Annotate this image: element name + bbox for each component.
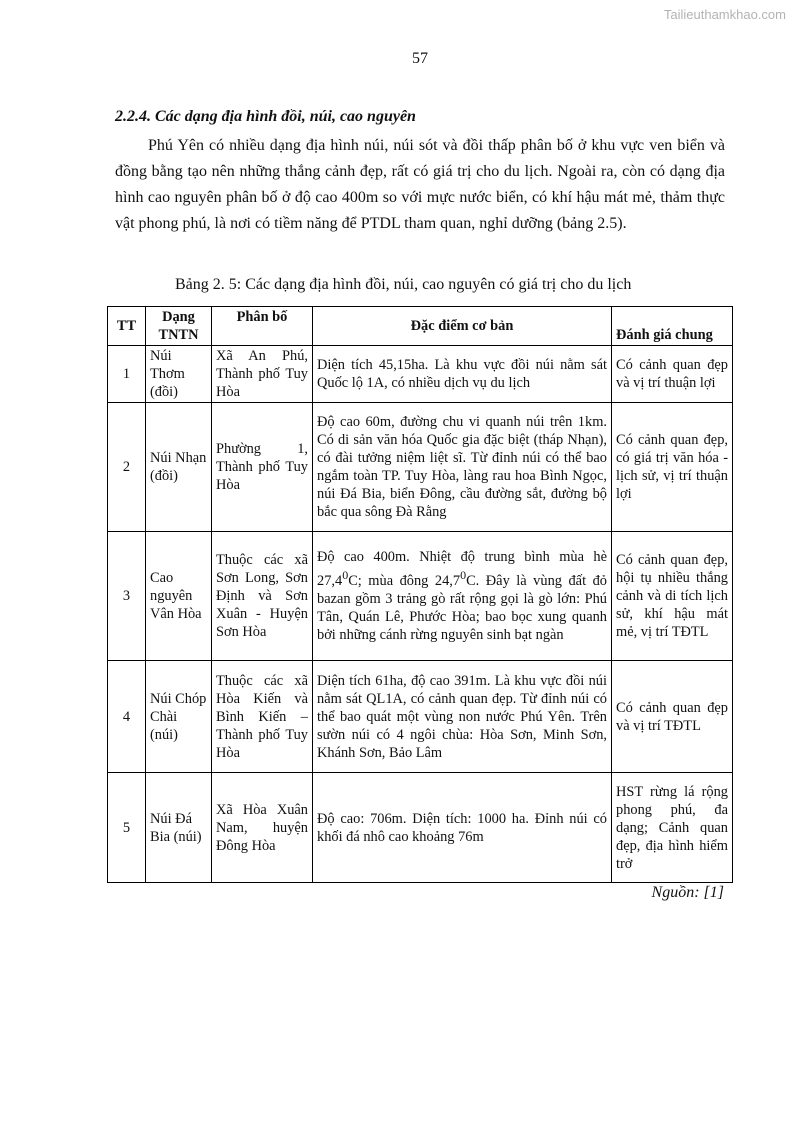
cell-dang: Núi Đá Bia (núi) xyxy=(146,773,212,883)
section-title: 2.2.4. Các dạng địa hình đồi, núi, cao nguyên xyxy=(115,108,416,125)
cell-dac-diem: Độ cao: 706m. Diện tích: 1000 ha. Đỉnh núi có khối đá nhô cao khoảng 76m xyxy=(313,773,612,883)
cell-danh-gia: Có cảnh quan đẹp và vị trí thuận lợi xyxy=(612,346,733,403)
cell-danh-gia: HST rừng lá rộng phong phú, đa dạng; Cảnh quan đẹp, địa hình hiểm trở xyxy=(612,773,733,883)
cell-dang: Núi Chóp Chài (núi) xyxy=(146,661,212,773)
data-table xyxy=(107,306,733,883)
cell-phan-bo: Xã Hòa Xuân Nam, huyện Đông Hòa xyxy=(212,773,313,883)
page-number: 57 xyxy=(412,50,428,67)
cell-tt: 5 xyxy=(108,773,146,883)
cell-dac-diem: Độ cao 60m, đường chu vi quanh núi trên 1km. Có di sản văn hóa Quốc gia đặc biệt (tháp Nhạn), có đài tưởng niệm liệt sĩ. Từ đỉnh núi có thể bao ngắm toàn TP. Tuy Hòa, làng rau hoa Bình Ngọc, núi Đá Bia, biển Đông, cầu đường sắt, đường bộ bắc qua sông Đà Rằng xyxy=(313,403,612,532)
table-row xyxy=(108,532,733,661)
table-header-row xyxy=(108,307,733,346)
cell-phan-bo: Thuộc các xã Hòa Kiến và Bình Kiến – Thành phố Tuy Hòa xyxy=(212,661,313,773)
cell-tt: 3 xyxy=(108,532,146,661)
header-dang: Dạng TNTN xyxy=(146,307,212,346)
table-row xyxy=(108,403,733,532)
table-row xyxy=(108,346,733,403)
cell-phan-bo: Phường 1, Thành phố Tuy Hòa xyxy=(212,403,313,532)
cell-danh-gia: Có cảnh quan đẹp, có giá trị văn hóa - lịch sử, vị trí thuận lợi xyxy=(612,403,733,532)
source-note: Nguồn: [1] xyxy=(651,884,724,901)
cell-dac-diem: Diện tích 45,15ha. Là khu vực đồi núi nằm sát Quốc lộ 1A, có nhiều dịch vụ du lịch xyxy=(313,346,612,403)
header-danh-gia: Đánh giá chung xyxy=(612,307,733,346)
table-caption: Bảng 2. 5: Các dạng địa hình đồi, núi, cao nguyên có giá trị cho du lịch xyxy=(175,276,632,293)
cell-danh-gia: Có cảnh quan đẹp và vị trí TĐTL xyxy=(612,661,733,773)
cell-tt: 2 xyxy=(108,403,146,532)
cell-phan-bo: Thuộc các xã Sơn Long, Sơn Định và Sơn Xuân - Huyện Sơn Hòa xyxy=(212,532,313,661)
cell-tt: 1 xyxy=(108,346,146,403)
cell-dac-diem: Độ cao 400m. Nhiệt độ trung bình mùa hè 27,4$^0$C; mùa đông 24,7$^0$C. Đây là vùng đất đỏ bazan gồm 3 trảng gò rất rộng gọi là gò lớn: Phú Tân, Quán Lê, Phước Hòa; bao bọc xung quanh bởi những cánh rừng nguyên sinh bạt ngàn xyxy=(313,532,612,661)
cell-dang: Cao nguyên Vân Hòa xyxy=(146,532,212,661)
header-phan-bo: Phân bố xyxy=(212,307,313,346)
cell-dang: Núi Nhạn (đồi) xyxy=(146,403,212,532)
cell-dac-diem: Diện tích 61ha, độ cao 391m. Là khu vực đồi núi nằm sát QL1A, có cảnh quan đẹp. Từ đỉnh núi có thể bao quát một vùng non nước Phú Yên. Trên sườn núi có 4 ngôi chùa: Hòa Sơn, Minh Sơn, Khánh Sơn, Bảo Lâm xyxy=(313,661,612,773)
cell-danh-gia: Có cảnh quan đẹp, hội tụ nhiều thắng cảnh và di tích lịch sử, khí hậu mát mẻ, vị trí TĐTL xyxy=(612,532,733,661)
body-paragraph: Phú Yên có nhiều dạng địa hình núi, núi sót và đồi thấp phân bố ở khu vực ven biển và đồng bằng tạo nên những thắng cảnh đẹp, rất có giá trị cho du lịch. Ngoài ra, còn có dạng địa hình cao nguyên phân bố ở độ cao 400m so với mực nước biển, có khí hậu mát mẻ, thảm thực vật phong phú, là nơi có tiềm năng để PTDL tham quan, nghỉ dưỡng (bảng 2.5). xyxy=(115,137,725,232)
cell-tt: 4 xyxy=(108,661,146,773)
header-tt: TT xyxy=(108,307,146,346)
table-row xyxy=(108,773,733,883)
table-row xyxy=(108,661,733,773)
watermark: Tailieuthamkhao.com xyxy=(663,7,786,22)
cell-dang: Núi Thơm (đồi) xyxy=(146,346,212,403)
cell-phan-bo: Xã An Phú, Thành phố Tuy Hòa xyxy=(212,346,313,403)
header-dac-diem: Đặc điểm cơ bản xyxy=(313,307,612,346)
